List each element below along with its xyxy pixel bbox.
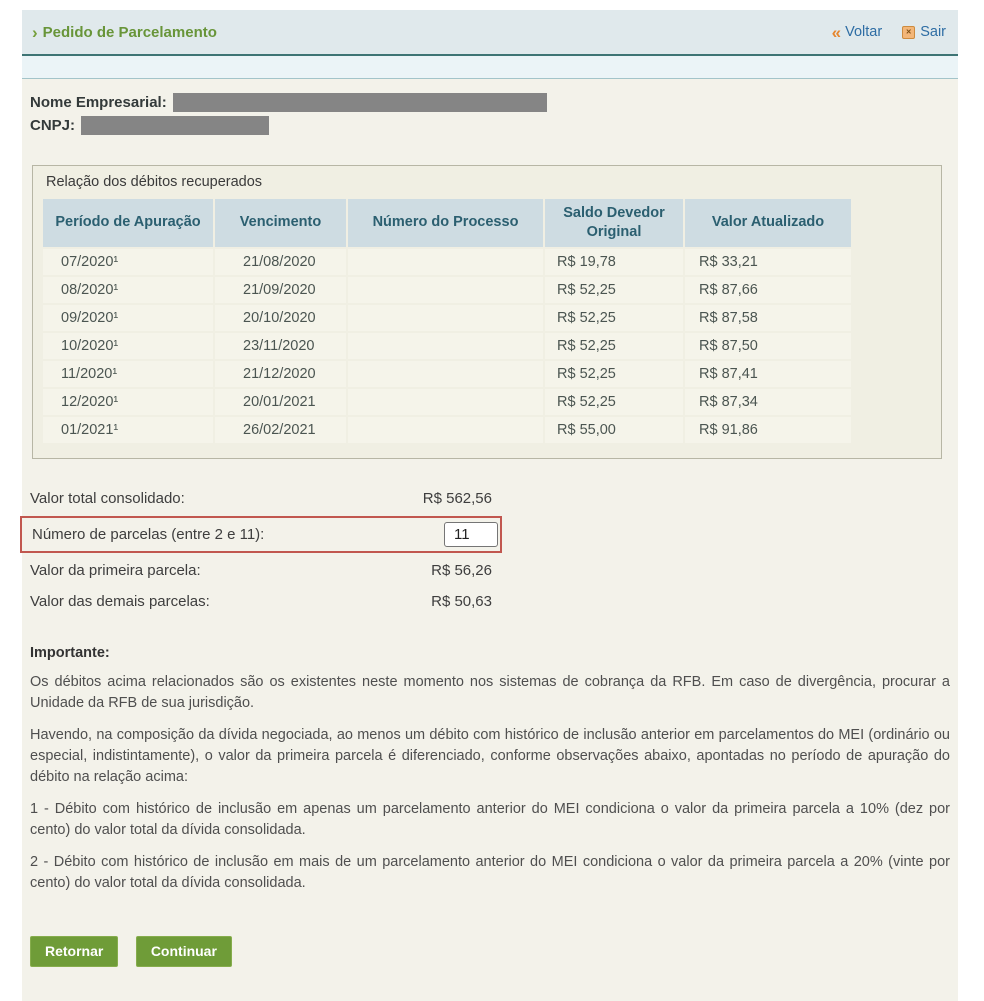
column-header: Vencimento: [214, 198, 347, 248]
table-cell: 21/08/2020: [214, 248, 347, 276]
page-title: [32, 24, 217, 41]
cnpj-label: CNPJ:: [30, 117, 76, 134]
company-name-redacted-value: [173, 93, 547, 112]
table-cell: 12/2020¹: [42, 388, 214, 416]
column-header: Saldo Devedor Original: [544, 198, 684, 248]
table-cell: 01/2021¹: [42, 416, 214, 444]
total-consolidated-label: Valor total consolidado:: [30, 489, 185, 507]
table-cell: [347, 304, 544, 332]
first-installment-row: [30, 555, 508, 586]
company-name-label: Nome Empresarial:: [30, 94, 167, 111]
table-cell: R$ 52,25: [544, 360, 684, 388]
important-notes: [30, 645, 950, 894]
debts-header-row: [42, 198, 852, 248]
debts-table-caption: Relação dos débitos recuperados: [46, 174, 263, 190]
table-cell: R$ 87,66: [684, 276, 852, 304]
table-cell: [347, 416, 544, 444]
parcels-highlight-annotation: [20, 516, 502, 553]
exit-door-icon: ✕: [902, 26, 915, 39]
first-installment-label: Valor da primeira parcela:: [30, 561, 201, 579]
table-cell: [347, 360, 544, 388]
table-cell: [347, 248, 544, 276]
table-row: [42, 248, 852, 276]
table-cell: [347, 332, 544, 360]
table-cell: R$ 52,25: [544, 388, 684, 416]
header-links: [832, 24, 946, 41]
parcels-count-label: Número de parcelas (entre 2 e 11):: [32, 525, 265, 543]
exit-link-label: Sair: [920, 24, 946, 40]
table-row: [42, 332, 852, 360]
page-title-text: Pedido de Parcelamento: [42, 23, 217, 41]
table-cell: R$ 87,34: [684, 388, 852, 416]
table-row: [42, 388, 852, 416]
table-cell: 21/12/2020: [214, 360, 347, 388]
table-cell: 08/2020¹: [42, 276, 214, 304]
cnpj-redacted-value: [81, 116, 269, 135]
parcels-count-row: [32, 519, 500, 550]
table-cell: 20/01/2021: [214, 388, 347, 416]
debts-table: [41, 197, 853, 445]
double-chevron-left-icon: «: [831, 22, 842, 42]
main-content: [22, 79, 958, 1001]
debts-fieldset: [32, 165, 942, 459]
taxpayer-identity: [30, 91, 958, 137]
table-cell: R$ 87,58: [684, 304, 852, 332]
column-header: Período de Apuração: [42, 198, 214, 248]
note-paragraph: Os débitos acima relacionados são os existentes neste momento nos sistemas de cobrança da RFB. Em caso de divergência, procurar a Unidade da RFB de sua jurisdição.: [30, 673, 950, 711]
table-cell: R$ 52,25: [544, 276, 684, 304]
table-cell: R$ 87,41: [684, 360, 852, 388]
table-cell: 26/02/2021: [214, 416, 347, 444]
note-paragraph: 1 - Débito com histórico de inclusão em apenas um parcelamento anterior do MEI condiciona o valor da primeira parcela a 10% (dez por cento) do valor total da dívida consolidada.: [30, 800, 950, 838]
table-cell: [347, 276, 544, 304]
table-row: [42, 416, 852, 444]
total-consolidated-row: [30, 483, 508, 514]
other-installments-label: Valor das demais parcelas:: [30, 592, 210, 610]
column-header: Valor Atualizado: [684, 198, 852, 248]
table-cell: 11/2020¹: [42, 360, 214, 388]
table-cell: 21/09/2020: [214, 276, 347, 304]
parcels-count-input[interactable]: [444, 522, 498, 547]
table-cell: 20/10/2020: [214, 304, 347, 332]
note-paragraph: 2 - Débito com histórico de inclusão em mais de um parcelamento anterior do MEI condiciona o valor da primeira parcela a 20% (vinte por cento) do valor total da dívida consolidada.: [30, 853, 950, 891]
table-cell: 07/2020¹: [42, 248, 214, 276]
table-cell: R$ 19,78: [544, 248, 684, 276]
other-installments-row: [30, 586, 508, 617]
breadcrumb-arrow-icon: ›: [32, 22, 38, 42]
back-link-label: Voltar: [845, 24, 883, 40]
table-cell: R$ 52,25: [544, 304, 684, 332]
table-cell: 10/2020¹: [42, 332, 214, 360]
note-paragraph: Havendo, na composição da dívida negociada, ao menos um débito com histórico de inclusão anterior em parcelamentos do MEI (ordinário ou especial, indistintamente), o valor da primeira parcela é diferenciado, conforme observações abaixo, apontadas no período de apuração do débito na relação acima:: [30, 726, 950, 785]
table-cell: R$ 87,50: [684, 332, 852, 360]
table-cell: [347, 388, 544, 416]
consolidation-summary: [30, 483, 508, 617]
first-installment-value: R$ 56,26: [431, 561, 492, 579]
cnpj-row: [30, 114, 958, 137]
table-cell: R$ 33,21: [684, 248, 852, 276]
return-button[interactable]: Retornar: [30, 936, 118, 967]
back-link[interactable]: [832, 24, 883, 41]
company-name-row: [30, 91, 958, 114]
table-row: [42, 304, 852, 332]
table-cell: R$ 91,86: [684, 416, 852, 444]
important-heading: Importante:: [30, 644, 110, 661]
other-installments-value: R$ 50,63: [431, 592, 492, 610]
table-cell: R$ 55,00: [544, 416, 684, 444]
page-container: [22, 10, 958, 1001]
table-cell: 09/2020¹: [42, 304, 214, 332]
table-row: [42, 276, 852, 304]
column-header: Número do Processo: [347, 198, 544, 248]
sub-header-band: [22, 56, 958, 79]
debts-table-body: [42, 248, 852, 444]
page-header: [22, 10, 958, 56]
continue-button[interactable]: Continuar: [136, 936, 232, 967]
total-consolidated-value: R$ 562,56: [422, 489, 492, 507]
exit-link[interactable]: [902, 24, 946, 40]
table-cell: 23/11/2020: [214, 332, 347, 360]
table-row: [42, 360, 852, 388]
table-cell: R$ 52,25: [544, 332, 684, 360]
action-buttons: [30, 936, 958, 967]
